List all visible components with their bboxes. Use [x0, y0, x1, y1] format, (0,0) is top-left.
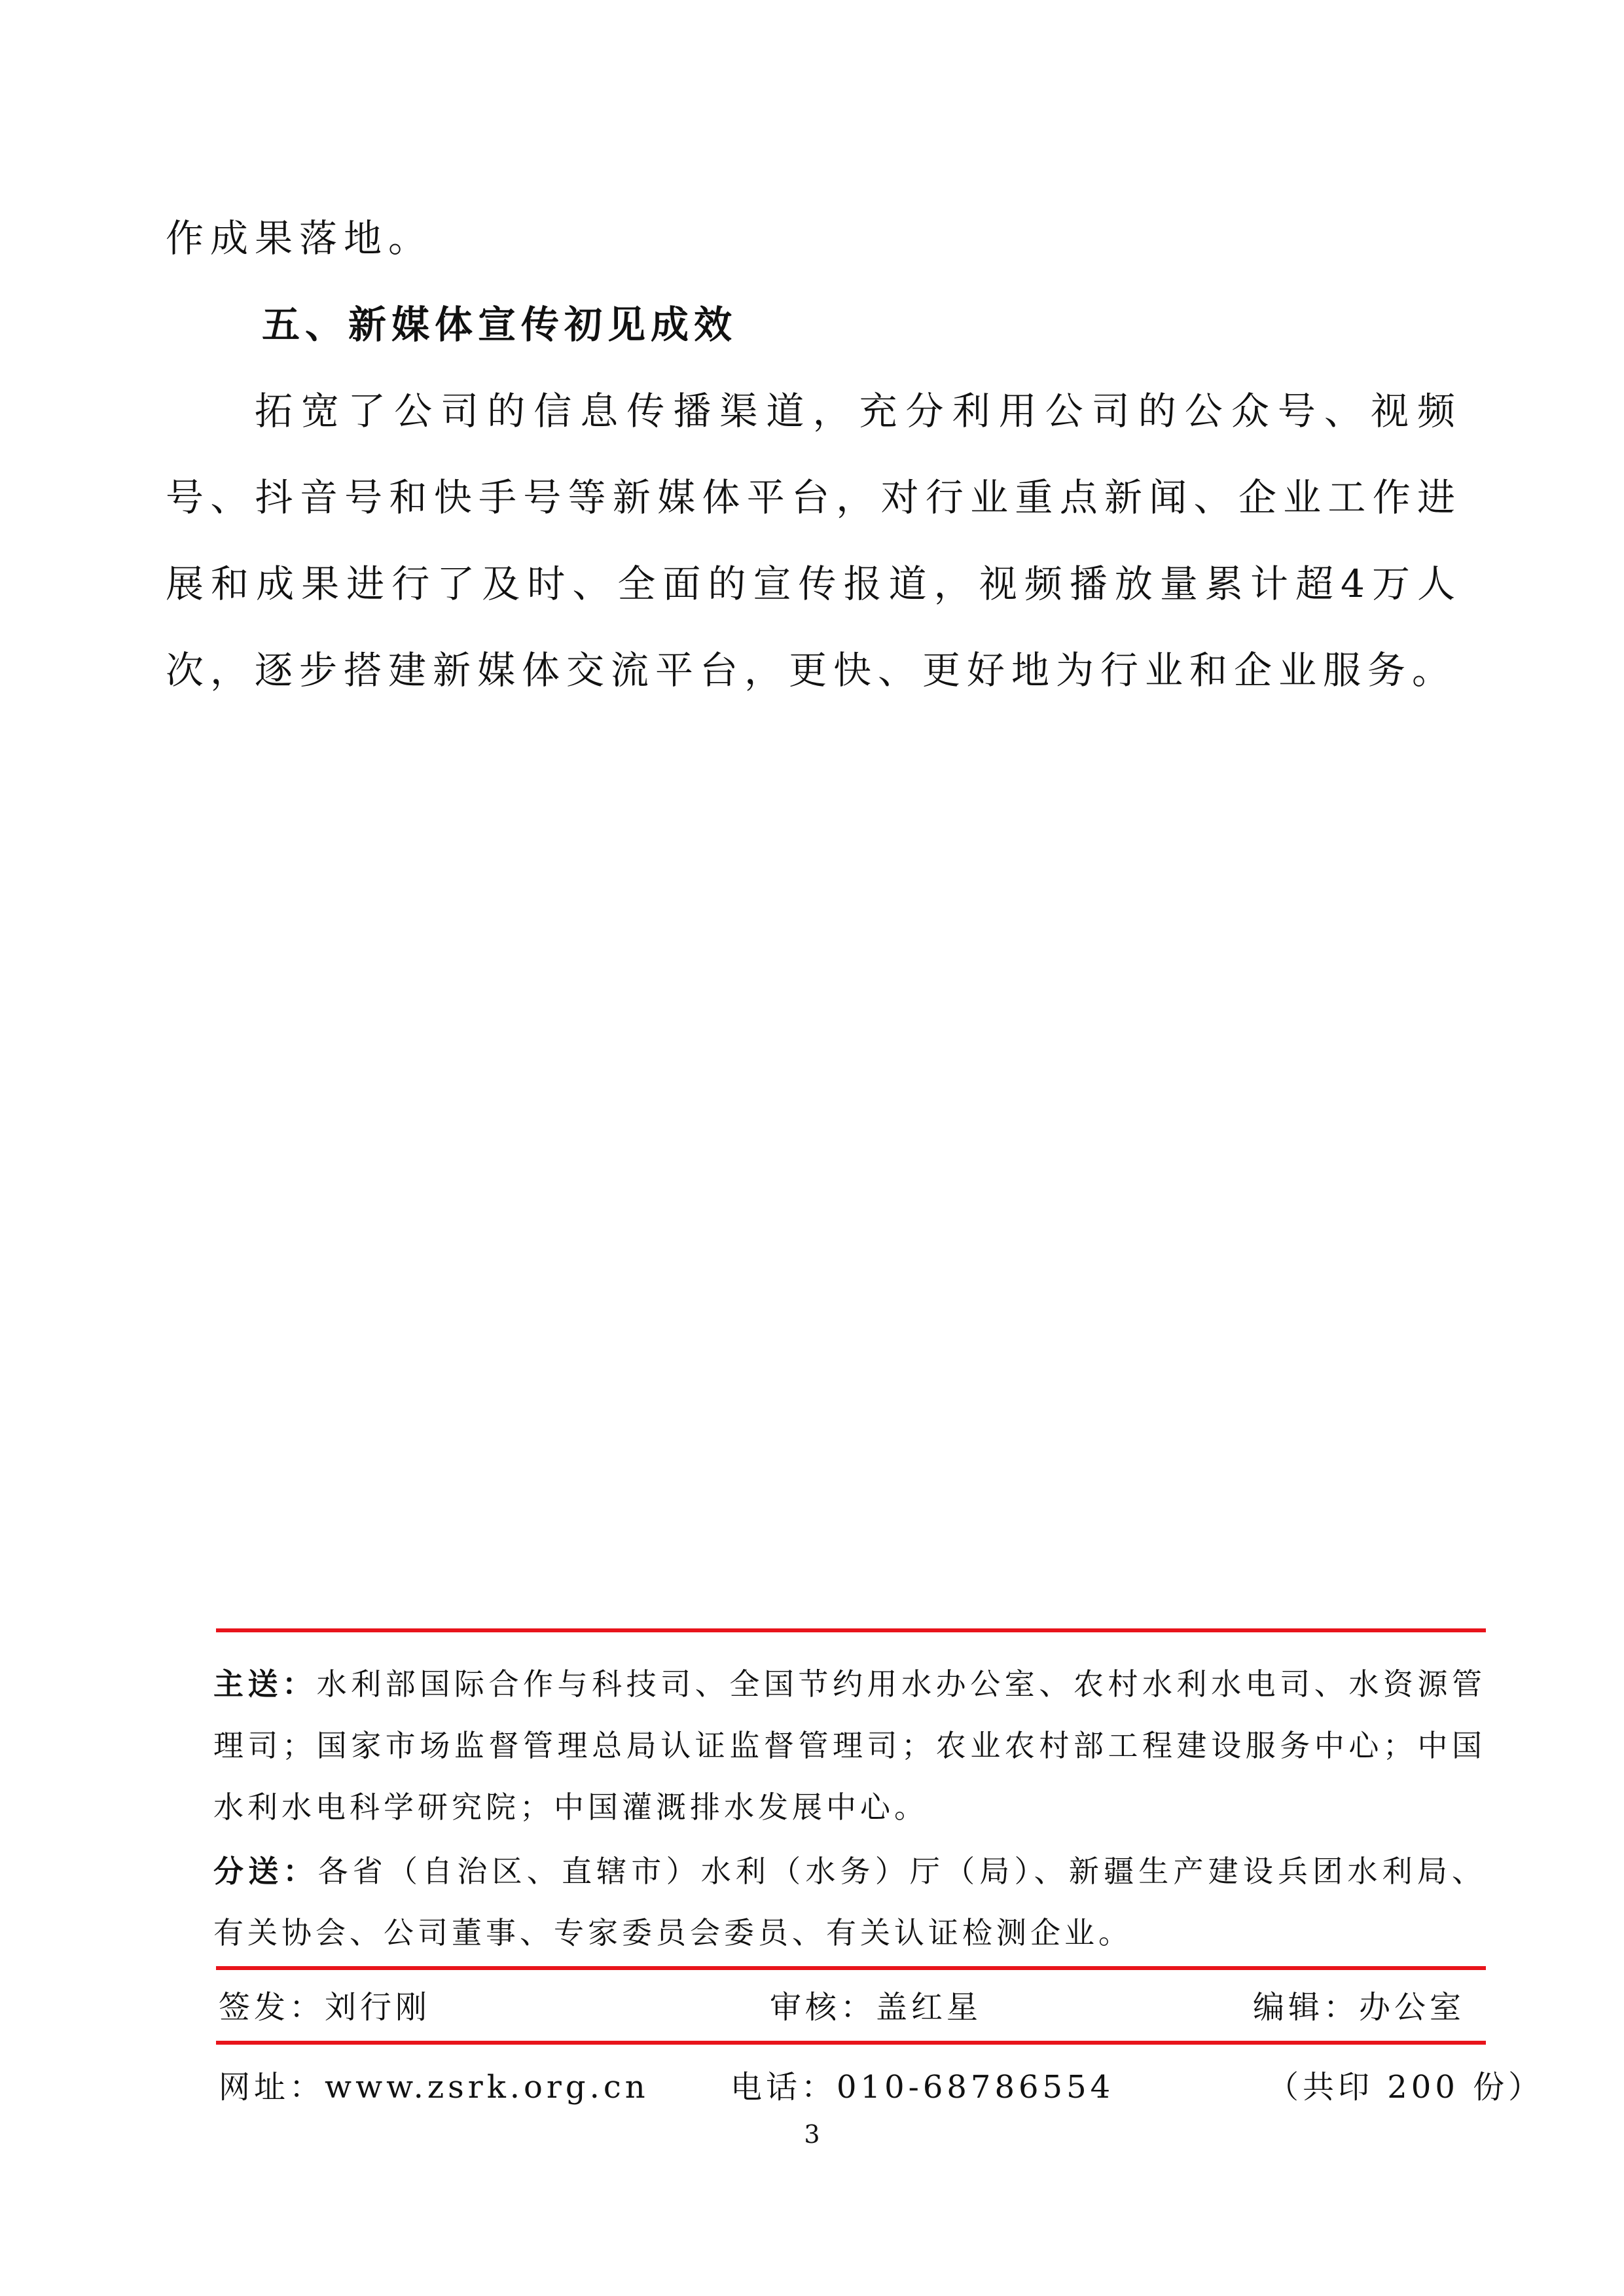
top-red-rule — [216, 1628, 1486, 1632]
middle-red-rule — [216, 1966, 1486, 1970]
reviewer-text: 审核：盖红星 — [770, 1989, 983, 2026]
bottom-red-rule — [216, 2041, 1486, 2045]
section-heading: 五、新媒体宣传初见成效 — [262, 302, 738, 347]
main-recipients-block — [213, 1653, 1486, 1838]
copy-recipients-label: 分送： — [213, 1854, 318, 1889]
website-text: 网址：www.zsrk.org.cn — [219, 2069, 649, 2106]
editor-text: 编辑：办公室 — [1253, 1989, 1466, 2026]
main-recipients-label: 主送： — [213, 1666, 317, 1702]
section-paragraph: 拓宽了公司的信息传播渠道，充分利用公司的公众号、视频号、抖音号和快手号等新媒体平台，对行业重点新闻、企业工作进展和成果进行了及时、全面的宣传报道，视频播放量累计超4万人次，逐步搭建新媒体交流平台，更快、更好地为行业和企业服务。 — [166, 389, 1462, 692]
print-count-text: （共印 200 份） — [1267, 2069, 1544, 2106]
copy-recipients-text: 各省（自治区、直辖市）水利（水务）厅（局）、新疆生产建设兵团水利局、有关协会、公司董事、专家委员会委员、有关认证检测企业。 — [213, 1854, 1487, 1950]
issuer-text: 签发：刘行刚 — [219, 1989, 431, 2026]
main-recipients-text: 水利部国际合作与科技司、全国节约用水办公室、农村水利水电司、水资源管理司；国家市场监督管理总局认证监督管理司；农业农村部工程建设服务中心；中国水利水电科学研究院；中国灌溉排水发展中心。 — [213, 1666, 1487, 1825]
phone-text: 电话：010-68786554 — [731, 2069, 1115, 2106]
copy-recipients-block — [213, 1840, 1486, 1964]
page-number: 3 — [804, 2120, 820, 2149]
continuation-paragraph: 作成果落地。 — [166, 216, 433, 260]
